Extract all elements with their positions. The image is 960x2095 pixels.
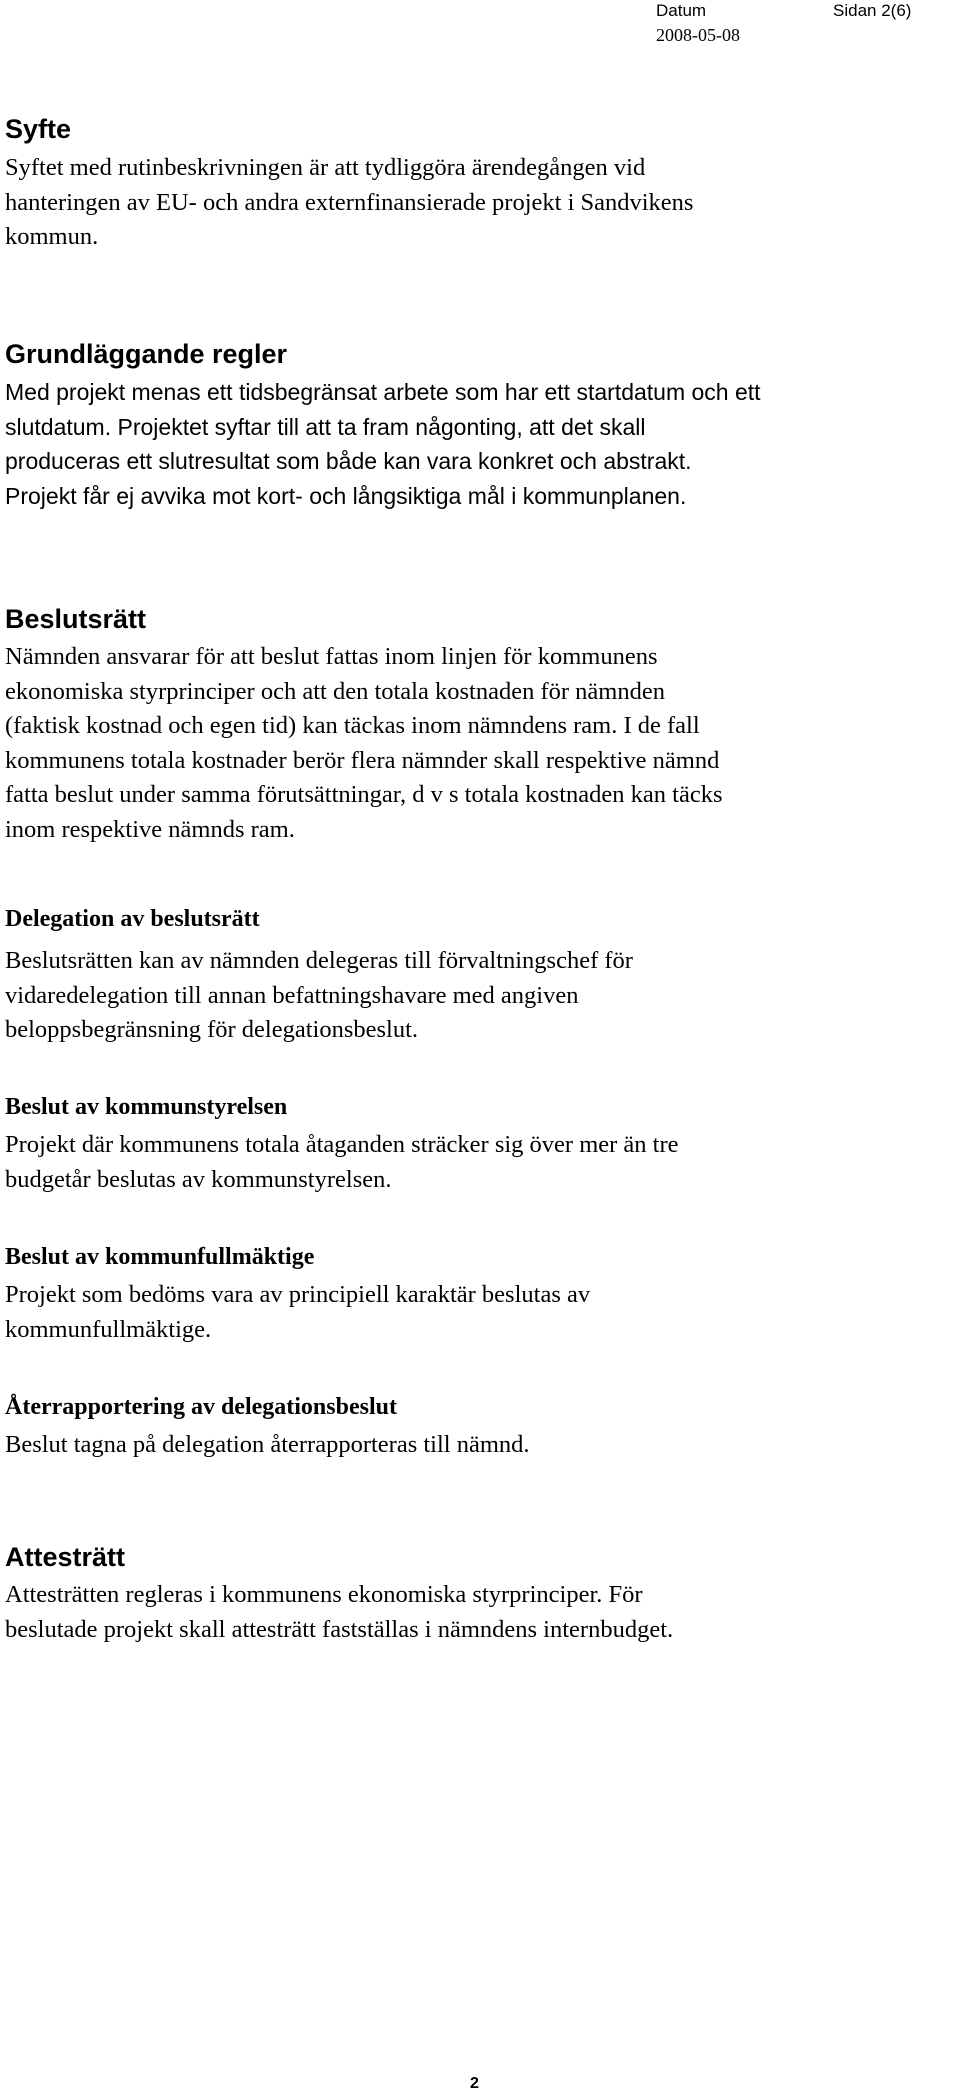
section-heading: Beslutsrätt: [5, 604, 147, 634]
section-heading: Attesträtt: [5, 1542, 126, 1572]
section-heading: Syfte: [5, 114, 72, 144]
text-line: inom respektive nämnds ram.: [5, 815, 295, 843]
page-indicator: Sidan 2(6): [833, 1, 912, 20]
section-kommunfullmaktige: [5, 1242, 955, 1347]
text-line: kommun.: [5, 223, 99, 250]
text-line: Projekt där kommunens totala åtaganden sträcker sig över mer än tre: [5, 1131, 679, 1158]
text-line: beloppsbegränsning för delegationsbeslut.: [5, 1016, 419, 1043]
text-line: budgetår beslutas av kommunstyrelsen.: [5, 1165, 392, 1193]
text-line: beslutade projekt skall attesträtt fastställas i nämndens internbudget.: [5, 1615, 674, 1643]
text-line: slutdatum. Projektet syftar till att ta fram någonting, att det skall: [5, 413, 646, 440]
text-line: produceras ett slutresultat som både kan vara konkret och abstrakt.: [5, 448, 692, 474]
section-heading: Delegation av beslutsrätt: [5, 906, 260, 932]
section-heading: Grundläggande regler: [5, 339, 288, 369]
section-body: [5, 944, 955, 1048]
document-date: 2008-05-08: [656, 25, 740, 45]
text-line: Nämnden ansvarar för att beslut fattas inom linjen för kommunens: [5, 643, 658, 670]
section-aterrapportering: [5, 1392, 955, 1463]
section-heading: Beslut av kommunfullmäktige: [5, 1244, 315, 1270]
section-delegation: [5, 904, 955, 1048]
text-line: kommunfullmäktige.: [5, 1315, 212, 1343]
text-line: Syftet med rutinbeskrivningen är att tydliggöra ärendegången vid: [5, 154, 646, 181]
section-body: [5, 1128, 955, 1197]
section-attestratt: [5, 1540, 955, 1647]
section-grundlaggande-regler: [5, 337, 955, 513]
section-heading: Beslut av kommunstyrelsen: [5, 1094, 288, 1120]
section-body: [5, 375, 955, 513]
section-body: [5, 151, 955, 255]
section-body: [5, 640, 955, 847]
section-body: [5, 1278, 955, 1347]
text-line: kommunens totala kostnader berör flera nämnder skall respektive nämnd: [5, 746, 720, 774]
section-body: [5, 1428, 955, 1463]
section-body: [5, 1578, 955, 1647]
text-line: hanteringen av EU- och andra externfinansierade projekt i Sandvikens: [5, 188, 694, 216]
text-line: Beslutsrätten kan av nämnden delegeras till förvaltningschef för: [5, 947, 633, 974]
section-syfte: [5, 112, 955, 255]
text-line: Attesträtten regleras i kommunens ekonomiska styrprinciper. För: [5, 1581, 643, 1608]
text-line: Beslut tagna på delegation återrapporteras till nämnd.: [5, 1431, 530, 1458]
text-line: Projekt som bedöms vara av principiell karaktär beslutas av: [5, 1281, 591, 1308]
section-beslutsratt: [5, 602, 955, 847]
text-line: Med projekt menas ett tidsbegränsat arbete som har ett startdatum och ett: [5, 379, 761, 405]
text-line: Projekt får ej avvika mot kort- och långsiktiga mål i kommunplanen.: [5, 482, 687, 509]
text-line: fatta beslut under samma förutsättningar, d v s totala kostnaden kan täcks: [5, 781, 723, 808]
text-line: vidaredelegation till annan befattningshavare med angiven: [5, 981, 579, 1009]
section-kommunstyrelsen: [5, 1092, 955, 1197]
date-label: Datum: [656, 1, 707, 20]
text-line: (faktisk kostnad och egen tid) kan täckas inom nämndens ram. I de fall: [5, 712, 700, 739]
text-line: ekonomiska styrprinciper och att den totala kostnaden för nämnden: [5, 677, 665, 705]
section-heading: Återrapportering av delegationsbeslut: [5, 1394, 397, 1420]
page-number: 2: [470, 2075, 479, 2092]
